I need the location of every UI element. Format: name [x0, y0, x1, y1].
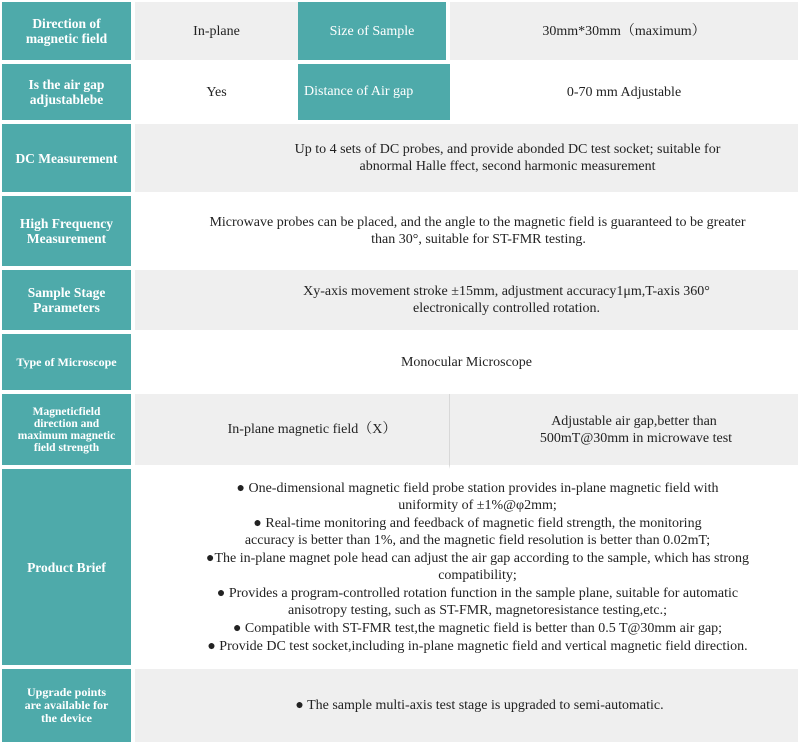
value-microscope: Monocular Microscope	[135, 334, 798, 394]
value-size-of-sample: 30mm*30mm（maximum）	[450, 2, 798, 64]
brief-item: ●The in-plane magnet pole head can adjust the air gap according to the sample, which has strong compatibility;	[206, 550, 749, 583]
label-microscope: Type of Microscope	[2, 334, 135, 394]
row-microscope	[2, 334, 798, 394]
value-dc: Up to 4 sets of DC probes, and provide abonded DC test socket; suitable for abnormal Halle ffect, second harmonic measurement	[135, 124, 798, 196]
value-field-left: In-plane magnetic field（X）	[135, 394, 450, 469]
row-direction	[2, 2, 798, 64]
brief-item: ● Provide DC test socket,including in-plane magnetic field and vertical magnetic field direction.	[207, 638, 748, 654]
row-field	[2, 394, 798, 469]
row-air-gap	[2, 64, 798, 124]
label-size-of-sample: Size of Sample	[298, 2, 450, 64]
row-upgrade	[2, 669, 798, 742]
brief-item: ● Real-time monitoring and feedback of magnetic field strength, the monitoring accuracy is better than 1%, and the magnetic field resolution is better than 0.02mT;	[244, 515, 711, 548]
value-air-gap: Yes	[135, 64, 298, 124]
brief-item: ● Compatible with ST-FMR test,the magnetic field is better than 0.5 T@30mm air gap;	[232, 620, 723, 636]
value-hf: Microwave probes can be placed, and the angle to the magnetic field is guaranteed to be greater than 30°, suitable for ST-FMR testing.	[135, 196, 798, 270]
value-field-right: Adjustable air gap,better than 500mT@30mm in microwave test	[450, 394, 798, 469]
value-brief	[135, 469, 798, 669]
label-upgrade: Upgrade points are available for the device	[2, 669, 135, 742]
row-stage	[2, 270, 798, 334]
label-brief: Product Brief	[2, 469, 135, 669]
label-hf: High Frequency Measurement	[2, 196, 135, 270]
value-direction: In-plane	[135, 2, 298, 64]
value-upgrade: ● The sample multi-axis test stage is upgraded to semi-automatic.	[135, 669, 798, 742]
label-air-gap: Is the air gap adjustablebe	[2, 64, 135, 124]
brief-item: ● Provides a program-controlled rotation function in the sample plane, suitable for automatic anisotropy testing, such as ST-FMR, magnetoresistance testing,etc.;	[216, 585, 739, 618]
value-stage: Xy-axis movement stroke ±15mm, adjustment accuracy1μm,T-axis 360° electronically controlled rotation.	[135, 270, 798, 334]
label-field: Magneticfield direction and maximum magnetic field strength	[2, 394, 135, 469]
row-hf	[2, 196, 798, 270]
label-direction: Direction of magnetic field	[2, 2, 135, 64]
row-brief	[2, 469, 798, 669]
label-distance-of-air-gap: Distance of Air gap	[298, 64, 450, 124]
brief-item: ● One-dimensional magnetic field probe station provides in-plane magnetic field with uniformity of ±1%@φ2mm;	[236, 480, 719, 513]
label-dc: DC Measurement	[2, 124, 135, 196]
spec-table	[2, 2, 798, 742]
value-distance-of-air-gap: 0-70 mm Adjustable	[450, 64, 798, 124]
row-dc	[2, 124, 798, 196]
label-stage: Sample Stage Parameters	[2, 270, 135, 334]
